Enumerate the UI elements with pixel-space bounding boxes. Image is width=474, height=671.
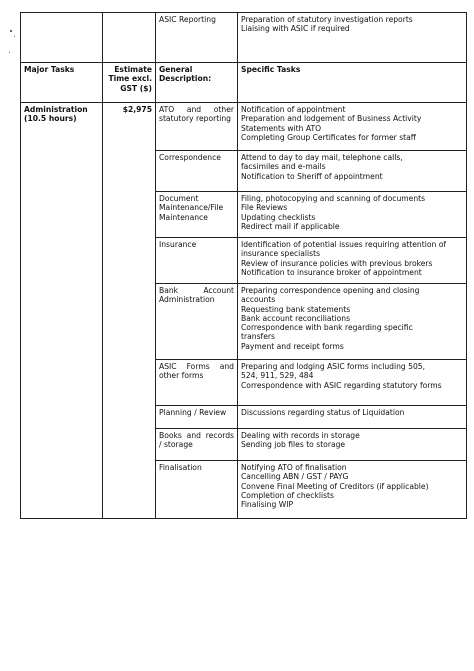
cell-general: Bank Account Administration (156, 284, 238, 360)
specific-task: Completion of checklists (241, 490, 334, 500)
major-task-cell (21, 103, 103, 519)
table-header-row (21, 63, 467, 103)
specific-task: Review of insurance policies with previous brokers (241, 258, 433, 268)
specific-task: Sending job files to storage (241, 440, 346, 450)
header-estimate-line: GST ($) (120, 83, 152, 93)
header-general-line: General (159, 65, 193, 74)
cell-general: Books and records / storage (156, 429, 238, 461)
header-general (156, 63, 238, 103)
cell-specific (238, 406, 467, 429)
cell-specific (238, 13, 467, 63)
specific-task: facsimiles and e-mails (241, 162, 326, 172)
specific-task: Preparation of statutory investigation reports (241, 15, 413, 24)
specific-task: Notification to insurance broker of appointment (241, 267, 422, 277)
cell-general (156, 13, 238, 63)
cell-specific (238, 238, 467, 284)
cell-specific (238, 360, 467, 406)
header-major-tasks: Major Tasks (21, 63, 103, 103)
specific-task: transfers (241, 332, 275, 342)
specific-task: Redirect mail if applicable (241, 221, 340, 231)
scan-speck (10, 30, 12, 32)
cell-empty (21, 13, 103, 63)
specific-task: Identification of potential issues requiring attention of (241, 240, 447, 249)
specific-task: Correspondence with ASIC regarding statutory forms (241, 380, 442, 390)
cell-specific (238, 151, 467, 192)
specific-task: Finalising WIP (241, 500, 294, 510)
cell-empty (103, 13, 156, 63)
scan-speck (14, 36, 15, 37)
cell-specific (238, 284, 467, 360)
cell-specific (238, 192, 467, 238)
header-estimate-line: Estimate (114, 65, 152, 74)
specific-task: Filing, photocopying and scanning of documents (241, 194, 426, 203)
specific-task: Attend to day to day mail, telephone calls, (241, 153, 403, 162)
cell-specific (238, 461, 467, 519)
general-description: Maintenance (159, 212, 208, 222)
specific-task: Liaising with ASIC if required (241, 24, 350, 34)
specific-task: Notification of appointment (241, 105, 346, 114)
specific-task: Notifying ATO of finalisation (241, 463, 347, 472)
general-description: Document (159, 194, 199, 203)
header-estimate (103, 63, 156, 103)
specific-task: Preparing and lodging ASIC forms including 505, (241, 362, 426, 371)
header-estimate-line: Time excl. (108, 74, 152, 84)
general-description: ATO and other statutory reporting (159, 105, 234, 124)
specific-task: Payment and receipt forms (241, 341, 344, 351)
cell-general: Correspondence (156, 151, 238, 192)
major-task-name: Administration (24, 105, 88, 114)
estimate-cell: $2,975 (103, 103, 156, 519)
general-description: ASIC Reporting (159, 15, 216, 24)
general-description: Maintenance/File (159, 203, 224, 213)
specific-task: Dealing with records in storage (241, 431, 360, 440)
specific-task: Statements with ATO (241, 123, 322, 133)
cell-general: Insurance (156, 238, 238, 284)
header-specific: Specific Tasks (238, 63, 467, 103)
specific-task: Preparation and lodgement of Business Activity (241, 114, 422, 124)
specific-task: accounts (241, 295, 276, 305)
specific-task: Bank account reconciliations (241, 313, 351, 323)
scan-speck (9, 52, 10, 53)
cell-general: Finalisation (156, 461, 238, 519)
cell-general (156, 192, 238, 238)
table-row (21, 103, 467, 151)
specific-task: insurance specialists (241, 249, 321, 259)
cell-specific (238, 429, 467, 461)
task-estimate-table (20, 12, 467, 519)
specific-task: Convene Final Meeting of Creditors (if applicable) (241, 481, 429, 491)
specific-task: Discussions regarding status of Liquidation (241, 408, 405, 417)
specific-task: Requesting bank statements (241, 304, 351, 314)
specific-task: Cancelling ABN / GST / PAYG (241, 472, 349, 482)
cell-general: ASIC Forms and other forms (156, 360, 238, 406)
specific-task: Completing Group Certificates for former staff (241, 132, 417, 142)
specific-task: Correspondence with bank regarding specific (241, 323, 413, 333)
major-task-hours: (10.5 hours) (24, 114, 77, 124)
specific-task: Updating checklists (241, 212, 316, 222)
specific-task: File Reviews (241, 203, 288, 213)
table-row-asic-reporting (21, 13, 467, 63)
header-general-line: Description: (159, 74, 212, 84)
cell-general: Planning / Review (156, 406, 238, 429)
specific-task: Preparing correspondence opening and closing (241, 286, 420, 295)
specific-task: Notification to Sheriff of appointment (241, 171, 383, 181)
cell-general (156, 103, 238, 151)
cell-specific (238, 103, 467, 151)
specific-task: 524, 911, 529, 484 (241, 371, 314, 381)
